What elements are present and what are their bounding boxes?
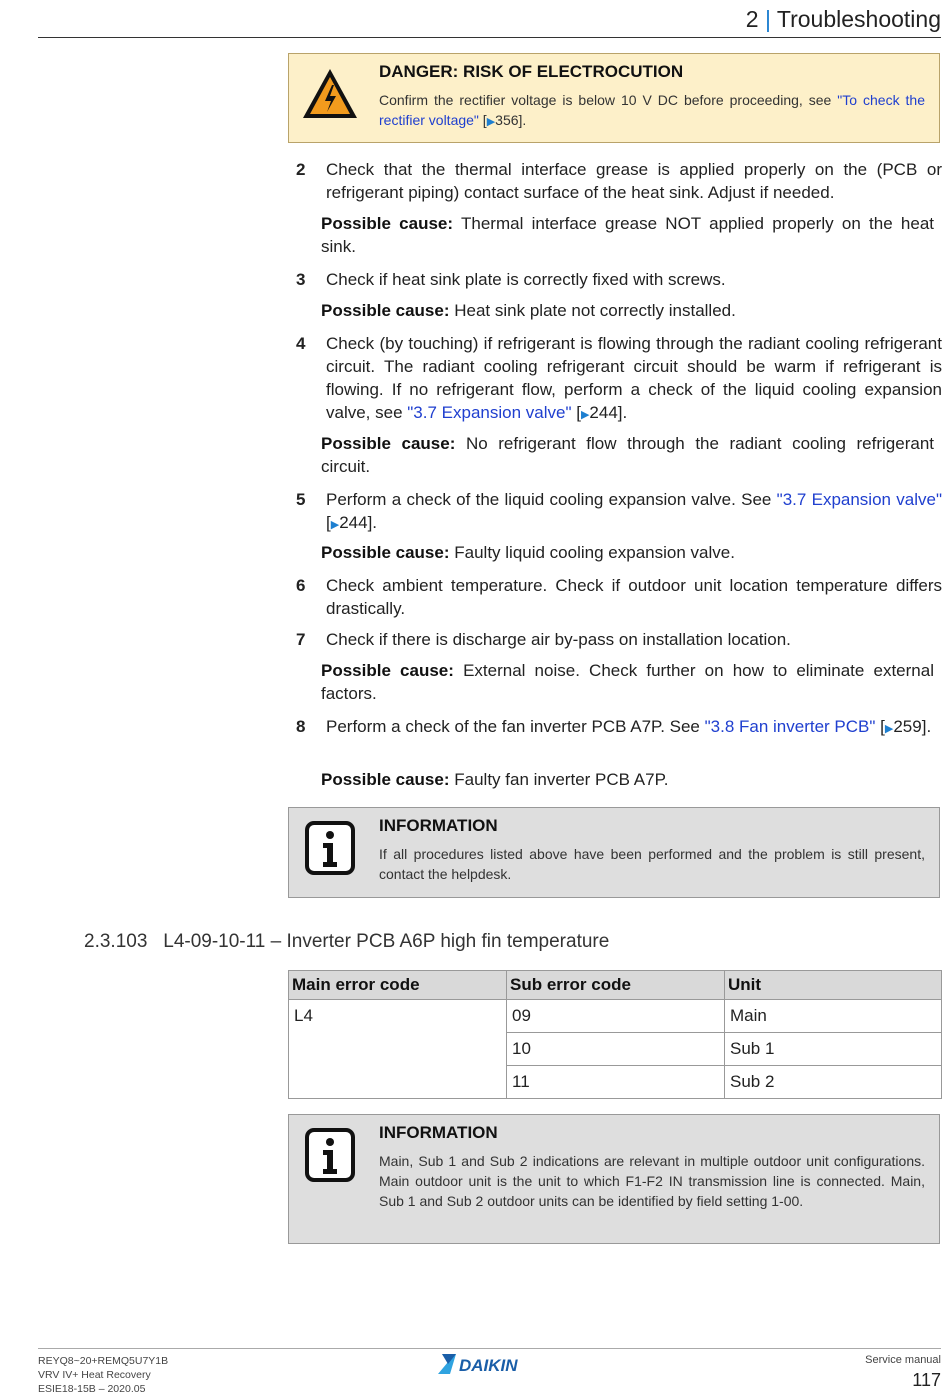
information-icon [301, 820, 359, 876]
chapter-title: Troubleshooting [776, 6, 941, 32]
column-header: Unit [725, 971, 942, 1000]
information-title: INFORMATION [379, 816, 498, 835]
danger-box [288, 53, 940, 143]
danger-text: Confirm the rectifier voltage is below 10 V DC before proceeding, see "To check the rectifier voltage" [▶356]. [379, 92, 925, 128]
page-number: 117 [912, 1370, 941, 1390]
step-number: 7 [296, 630, 306, 649]
footer-doc-type: Service manual [865, 1354, 941, 1366]
step-text: Check if heat sink plate is correctly fixed with screws. [326, 270, 726, 289]
step-number: 6 [296, 576, 306, 595]
possible-cause-2: Possible cause: Thermal interface grease NOT applied properly on the heat sink. [321, 214, 935, 256]
step-number: 4 [296, 334, 306, 353]
footer-rule [38, 1348, 941, 1349]
information-box [288, 807, 940, 898]
sub-error-code-cell: 10 [507, 1033, 725, 1066]
page-ref-arrow-icon: ▶ [884, 723, 894, 735]
unit-cell: Main [725, 1000, 942, 1033]
information-text: Main, Sub 1 and Sub 2 indications are relevant in multiple outdoor unit configurations. Main outdoor unit is the unit to which F1-F2 IN transmission line is connected. Main, Sub 1 and Sub 2 outdoor units can be identified by field setting 1-00. [379, 1153, 925, 1209]
step-8 [288, 715, 942, 741]
footer-left [38, 1354, 168, 1396]
danger-title: DANGER: RISK OF ELECTROCUTION [379, 62, 684, 81]
rectifier-voltage-link[interactable]: "To check the rectifier voltage" [379, 92, 925, 128]
column-header: Sub error code [507, 971, 725, 1000]
step-text: Check if there is discharge air by-pass on installation location. [326, 630, 791, 649]
daikin-logo [438, 1353, 548, 1375]
header-separator: | [764, 6, 771, 32]
page-header [746, 6, 941, 33]
page-ref-arrow-icon: ▶ [580, 409, 590, 421]
step-text: Perform a check of the fan inverter PCB A7P. See "3.8 Fan inverter PCB" [▶259]. [326, 717, 932, 736]
chapter-number: 2 [745, 6, 759, 32]
information-title: INFORMATION [379, 1123, 498, 1142]
section-title: L4-09-10-11 – Inverter PCB A6P high fin temperature [163, 931, 610, 952]
expansion-valve-link[interactable]: "3.7 Expansion valve" [407, 403, 572, 422]
sub-error-code-cell: 11 [507, 1066, 725, 1099]
step-number: 3 [296, 270, 306, 289]
step-number: 8 [296, 717, 306, 736]
section-heading [84, 931, 609, 953]
step-6 [288, 574, 942, 620]
column-header: Main error code [289, 971, 507, 1000]
step-2 [288, 158, 942, 204]
step-text: Check (by touching) if refrigerant is flowing through the radiant cooling refrigerant circuit. The radiant cooling refrigerant circuit should be warm if refrigerant is flowing. If no refrigerant flow, perform a check of the liquid cooling expansion valve, see "3.7 Expansion valve" [▶244]. [326, 334, 942, 422]
unit-cell: Sub 1 [725, 1033, 942, 1066]
step-7 [288, 628, 942, 651]
table-header-row [289, 971, 942, 1000]
information-box [288, 1114, 940, 1244]
step-5 [288, 488, 942, 537]
information-text: If all procedures listed above have been performed and the problem is still present, contact the helpdesk. [379, 846, 925, 882]
step-number: 5 [296, 490, 306, 509]
possible-cause-4: Possible cause: No refrigerant flow through the radiant cooling refrigerant circuit. [321, 434, 934, 476]
page-ref: 356 [495, 112, 519, 128]
possible-cause-3: Possible cause: Heat sink plate not correctly installed. [321, 301, 736, 320]
page-ref-arrow-icon: ▶ [486, 116, 496, 128]
step-4 [288, 332, 942, 427]
expansion-valve-link[interactable]: "3.7 Expansion valve" [776, 490, 942, 509]
possible-cause-8: Possible cause: Faulty fan inverter PCB A7P. [321, 770, 669, 789]
step-text: Check ambient temperature. Check if outdoor unit location temperature differs drastically. [326, 576, 942, 618]
footer-model: REYQ8~20+REMQ5U7Y1B [38, 1355, 169, 1367]
main-error-code-cell: L4 [289, 1000, 507, 1099]
brand-name: DAIKIN [459, 1356, 518, 1375]
sub-error-code-cell: 09 [507, 1000, 725, 1033]
possible-cause-7: Possible cause: External noise. Check further on how to eliminate external factors. [321, 661, 934, 703]
step-number: 2 [296, 160, 306, 179]
information-icon [301, 1127, 359, 1183]
unit-cell: Sub 2 [725, 1066, 942, 1099]
header-rule [38, 37, 941, 38]
footer-series: VRV IV+ Heat Recovery [38, 1369, 151, 1381]
error-code-table [288, 970, 942, 1099]
step-text: Perform a check of the liquid cooling expansion valve. See "3.7 Expansion valve" [▶244]. [326, 490, 942, 532]
electrical-hazard-icon [301, 66, 359, 122]
possible-cause-5: Possible cause: Faulty liquid cooling expansion valve. [321, 543, 735, 562]
table-row [289, 1000, 942, 1033]
step-3 [288, 268, 942, 291]
footer-doc: ESIE18-15B – 2020.05 [38, 1383, 146, 1395]
section-number: 2.3.103 [84, 931, 148, 952]
fan-inverter-pcb-link[interactable]: "3.8 Fan inverter PCB" [704, 717, 876, 736]
step-text: Check that the thermal interface grease is applied properly on the (PCB or refrigerant piping) contact surface of the heat sink. Adjust if needed. [326, 160, 942, 202]
page-ref-arrow-icon: ▶ [330, 519, 340, 531]
